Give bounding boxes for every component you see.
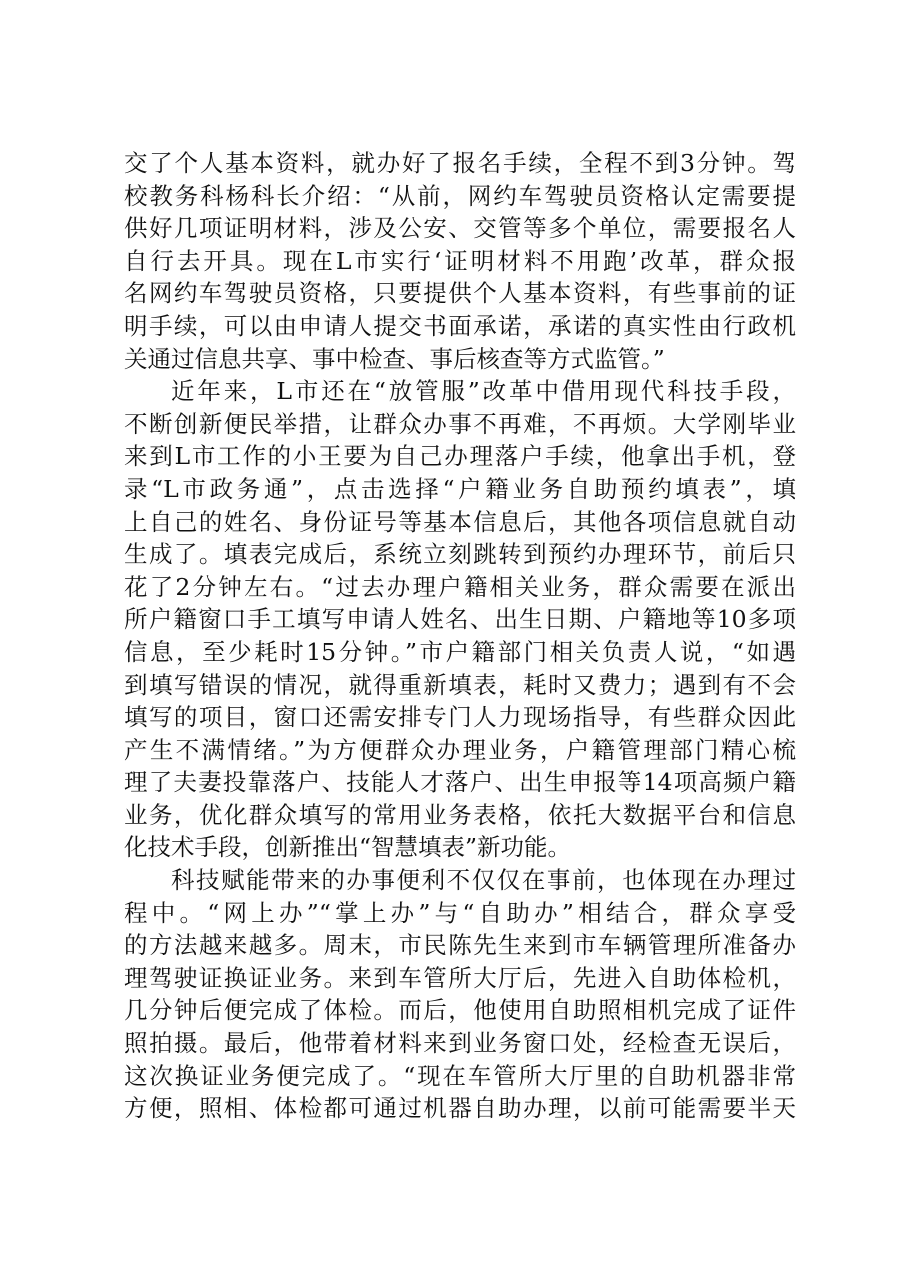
text-line: 花了2分钟左右。“过去办理户籍相关业务，群众需要在派出 (124, 572, 796, 601)
text-line: 的方法越来越多。周末，市民陈先生来到市车辆管理所准备办 (124, 931, 796, 960)
text-line: 科技赋能带来的办事便利不仅仅在事前，也体现在办理过 (171, 866, 796, 895)
text-line: 明手续，可以由申请人提交书面承诺，承诺的真实性由行政机 (124, 311, 796, 340)
text-line: 方便，照相、体检都可通过机器自助办理，以前可能需要半天 (124, 1094, 796, 1123)
text-line: 信息，至少耗时15分钟。”市户籍部门相关负责人说，“如遇 (124, 637, 796, 666)
text-line: 不断创新便民举措，让群众办事不再难，不再烦。大学刚毕业 (124, 409, 796, 438)
text-line: 名网约车驾驶员资格，只要提供个人基本资料，有些事前的证 (124, 279, 796, 308)
text-line: 产生不满情绪。”为方便群众办理业务，户籍管理部门精心梳 (124, 735, 796, 764)
text-line: 几分钟后便完成了体检。而后，他使用自助照相机完成了证件 (124, 996, 796, 1025)
text-line: 化技术手段，创新推出“智慧填表”新功能。 (124, 833, 572, 862)
text-line: 交了个人基本资料，就办好了报名手续，全程不到3分钟。驾 (124, 149, 796, 177)
text-line: 生成了。填表完成后，系统立刻跳转到预约办理环节，前后只 (124, 540, 796, 569)
body-text (124, 147, 796, 1125)
text-line: 填写的项目，窗口还需安排专门人力现场指导，有些群众因此 (124, 703, 796, 732)
text-line: 程中。“网上办”“掌上办”与“自助办”相结合，群众享受 (124, 898, 796, 927)
text-line: 近年来，L市还在“放管服”改革中借用现代科技手段， (171, 377, 796, 406)
text-line: 理了夫妻投靠落户、技能人才落户、出生申报等14项高频户籍 (124, 768, 796, 797)
text-line: 自行去开具。现在L市实行‘证明材料不用跑’改革，群众报 (124, 246, 796, 275)
text-line: 供好几项证明材料，涉及公安、交管等多个单位，需要报名人 (124, 214, 796, 243)
text-line: 上自己的姓名、身份证号等基本信息后，其他各项信息就自动 (124, 507, 796, 536)
text-line: 关通过信息共享、事中检查、事后核查等方式监管。” (124, 344, 665, 373)
text-line: 这次换证业务便完成了。“现在车管所大厅里的自助机器非常 (124, 1061, 796, 1090)
text-line: 照拍摄。最后，他带着材料来到业务窗口处，经检查无误后， (124, 1029, 796, 1058)
text-line: 校教务科杨科长介绍：“从前，网约车驾驶员资格认定需要提 (124, 181, 796, 210)
text-line: 来到L市工作的小王要为自己办理落户手续，他拿出手机，登 (124, 442, 796, 471)
text-line: 到填写错误的情况，就得重新填表，耗时又费力；遇到有不会 (124, 670, 796, 699)
text-line: 录“L市政务通”，点击选择“户籍业务自助预约填表”，填 (124, 474, 796, 503)
text-line: 业务，优化群众填写的常用业务表格，依托大数据平台和信息 (124, 800, 796, 829)
text-line: 理驾驶证换证业务。来到车管所大厅后，先进入自助体检机， (124, 963, 796, 992)
text-line: 所户籍窗口手工填写申请人姓名、出生日期、户籍地等10多项 (124, 605, 796, 634)
